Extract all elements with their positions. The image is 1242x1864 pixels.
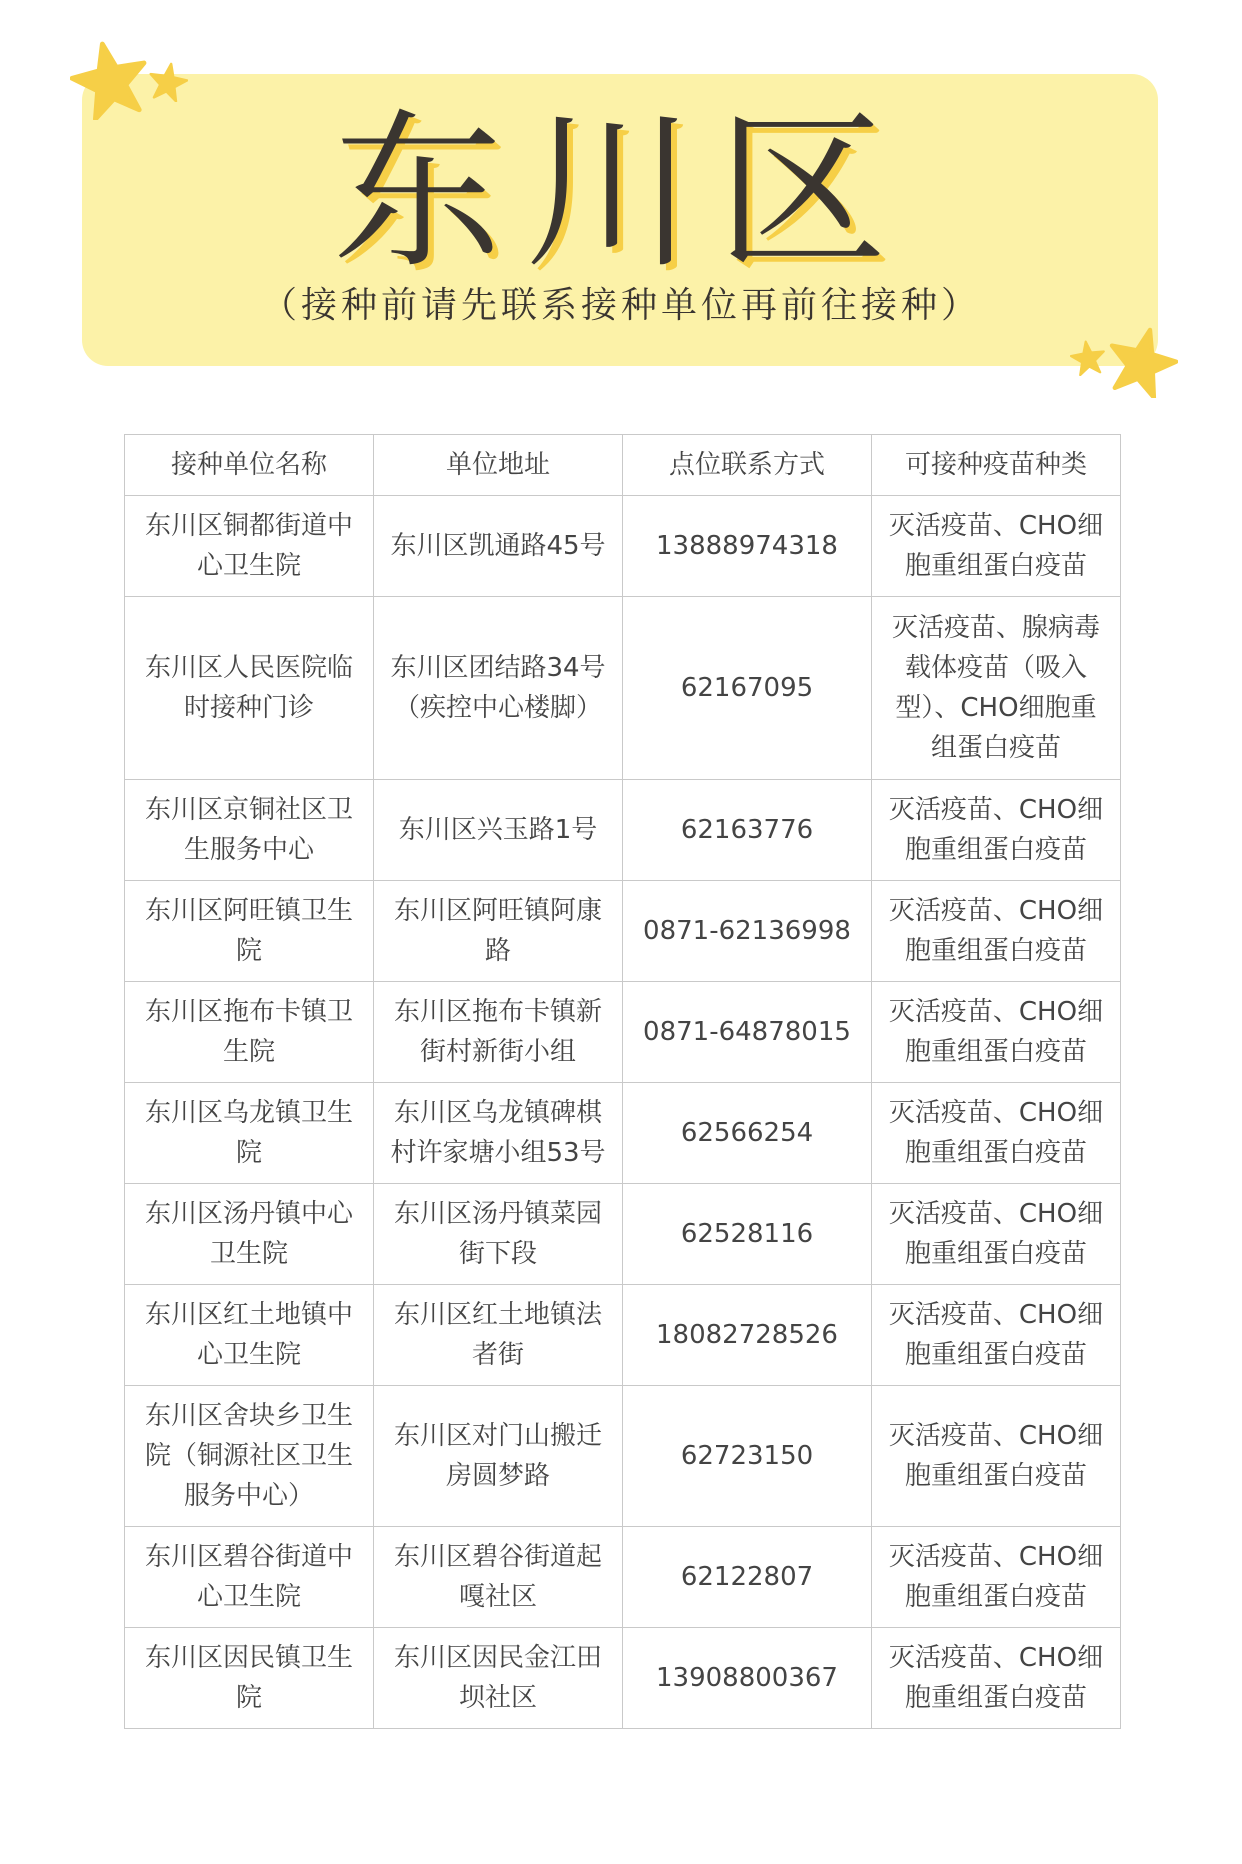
site-address-cell: 东川区乌龙镇碑棋村许家塘小组53号 [374,1083,623,1184]
site-address-cell: 东川区红土地镇法者街 [374,1285,623,1386]
star-icon [148,62,188,102]
site-name-cell: 东川区拖布卡镇卫生院 [125,982,374,1083]
table-row [125,1184,1121,1285]
column-header-address: 单位地址 [374,435,623,496]
site-name-cell: 东川区汤丹镇中心卫生院 [125,1184,374,1285]
site-vaccines-cell: 灭活疫苗、腺病毒载体疫苗（吸入型）、CHO细胞重组蛋白疫苗 [872,597,1121,780]
site-name-cell: 东川区舍块乡卫生院（铜源社区卫生服务中心） [125,1386,374,1527]
site-address-cell: 东川区团结路34号（疾控中心楼脚） [374,597,623,780]
site-phone-cell: 13888974318 [623,496,872,597]
site-address-cell: 东川区阿旺镇阿康路 [374,881,623,982]
table-row [125,982,1121,1083]
site-phone-cell: 62723150 [623,1386,872,1527]
table-row [125,1083,1121,1184]
site-address-cell: 东川区拖布卡镇新街村新街小组 [374,982,623,1083]
site-address-cell: 东川区碧谷街道起嘎社区 [374,1527,623,1628]
site-vaccines-cell: 灭活疫苗、CHO细胞重组蛋白疫苗 [872,1184,1121,1285]
page-subtitle: （接种前请先联系接种单位再前往接种） [260,285,981,326]
site-address-cell: 东川区兴玉路1号 [374,780,623,881]
site-phone-cell: 0871-64878015 [623,982,872,1083]
site-vaccines-cell: 灭活疫苗、CHO细胞重组蛋白疫苗 [872,780,1121,881]
site-address-cell: 东川区凯通路45号 [374,496,623,597]
table-row [125,1527,1121,1628]
site-name-cell: 东川区铜都街道中心卫生院 [125,496,374,597]
star-icon [1106,326,1178,398]
site-vaccines-cell: 灭活疫苗、CHO细胞重组蛋白疫苗 [872,496,1121,597]
site-vaccines-cell: 灭活疫苗、CHO细胞重组蛋白疫苗 [872,1628,1121,1729]
site-phone-cell: 62528116 [623,1184,872,1285]
column-header-name: 接种单位名称 [125,435,374,496]
site-vaccines-cell: 灭活疫苗、CHO细胞重组蛋白疫苗 [872,1083,1121,1184]
table-row [125,1386,1121,1527]
site-phone-cell: 62163776 [623,780,872,881]
site-vaccines-cell: 灭活疫苗、CHO细胞重组蛋白疫苗 [872,982,1121,1083]
table-row [125,597,1121,780]
table-row [125,780,1121,881]
site-phone-cell: 13908800367 [623,1628,872,1729]
table-row [125,496,1121,597]
site-vaccines-cell: 灭活疫苗、CHO细胞重组蛋白疫苗 [872,881,1121,982]
site-phone-cell: 18082728526 [623,1285,872,1386]
table-row [125,1628,1121,1729]
site-phone-cell: 62122807 [623,1527,872,1628]
site-name-cell: 东川区京铜社区卫生服务中心 [125,780,374,881]
site-phone-cell: 0871-62136998 [623,881,872,982]
column-header-phone: 点位联系方式 [623,435,872,496]
table-row [125,1285,1121,1386]
site-name-cell: 东川区红土地镇中心卫生院 [125,1285,374,1386]
site-address-cell: 东川区因民金江田坝社区 [374,1628,623,1729]
site-name-cell: 东川区碧谷街道中心卫生院 [125,1527,374,1628]
vaccination-sites-table [124,434,1121,1729]
table-header-row [125,435,1121,496]
column-header-vaccines: 可接种疫苗种类 [872,435,1121,496]
site-vaccines-cell: 灭活疫苗、CHO细胞重组蛋白疫苗 [872,1527,1121,1628]
table-row [125,881,1121,982]
site-address-cell: 东川区对门山搬迁房圆梦路 [374,1386,623,1527]
site-name-cell: 东川区阿旺镇卫生院 [125,881,374,982]
page-title: 东川区 [332,94,909,292]
site-name-cell: 东川区因民镇卫生院 [125,1628,374,1729]
site-address-cell: 东川区汤丹镇菜园街下段 [374,1184,623,1285]
site-vaccines-cell: 灭活疫苗、CHO细胞重组蛋白疫苗 [872,1285,1121,1386]
site-vaccines-cell: 灭活疫苗、CHO细胞重组蛋白疫苗 [872,1386,1121,1527]
star-icon [1070,340,1106,376]
site-name-cell: 东川区乌龙镇卫生院 [125,1083,374,1184]
site-name-cell: 东川区人民医院临时接种门诊 [125,597,374,780]
site-phone-cell: 62167095 [623,597,872,780]
site-phone-cell: 62566254 [623,1083,872,1184]
vaccination-sites-table-wrapper [124,434,1120,1729]
